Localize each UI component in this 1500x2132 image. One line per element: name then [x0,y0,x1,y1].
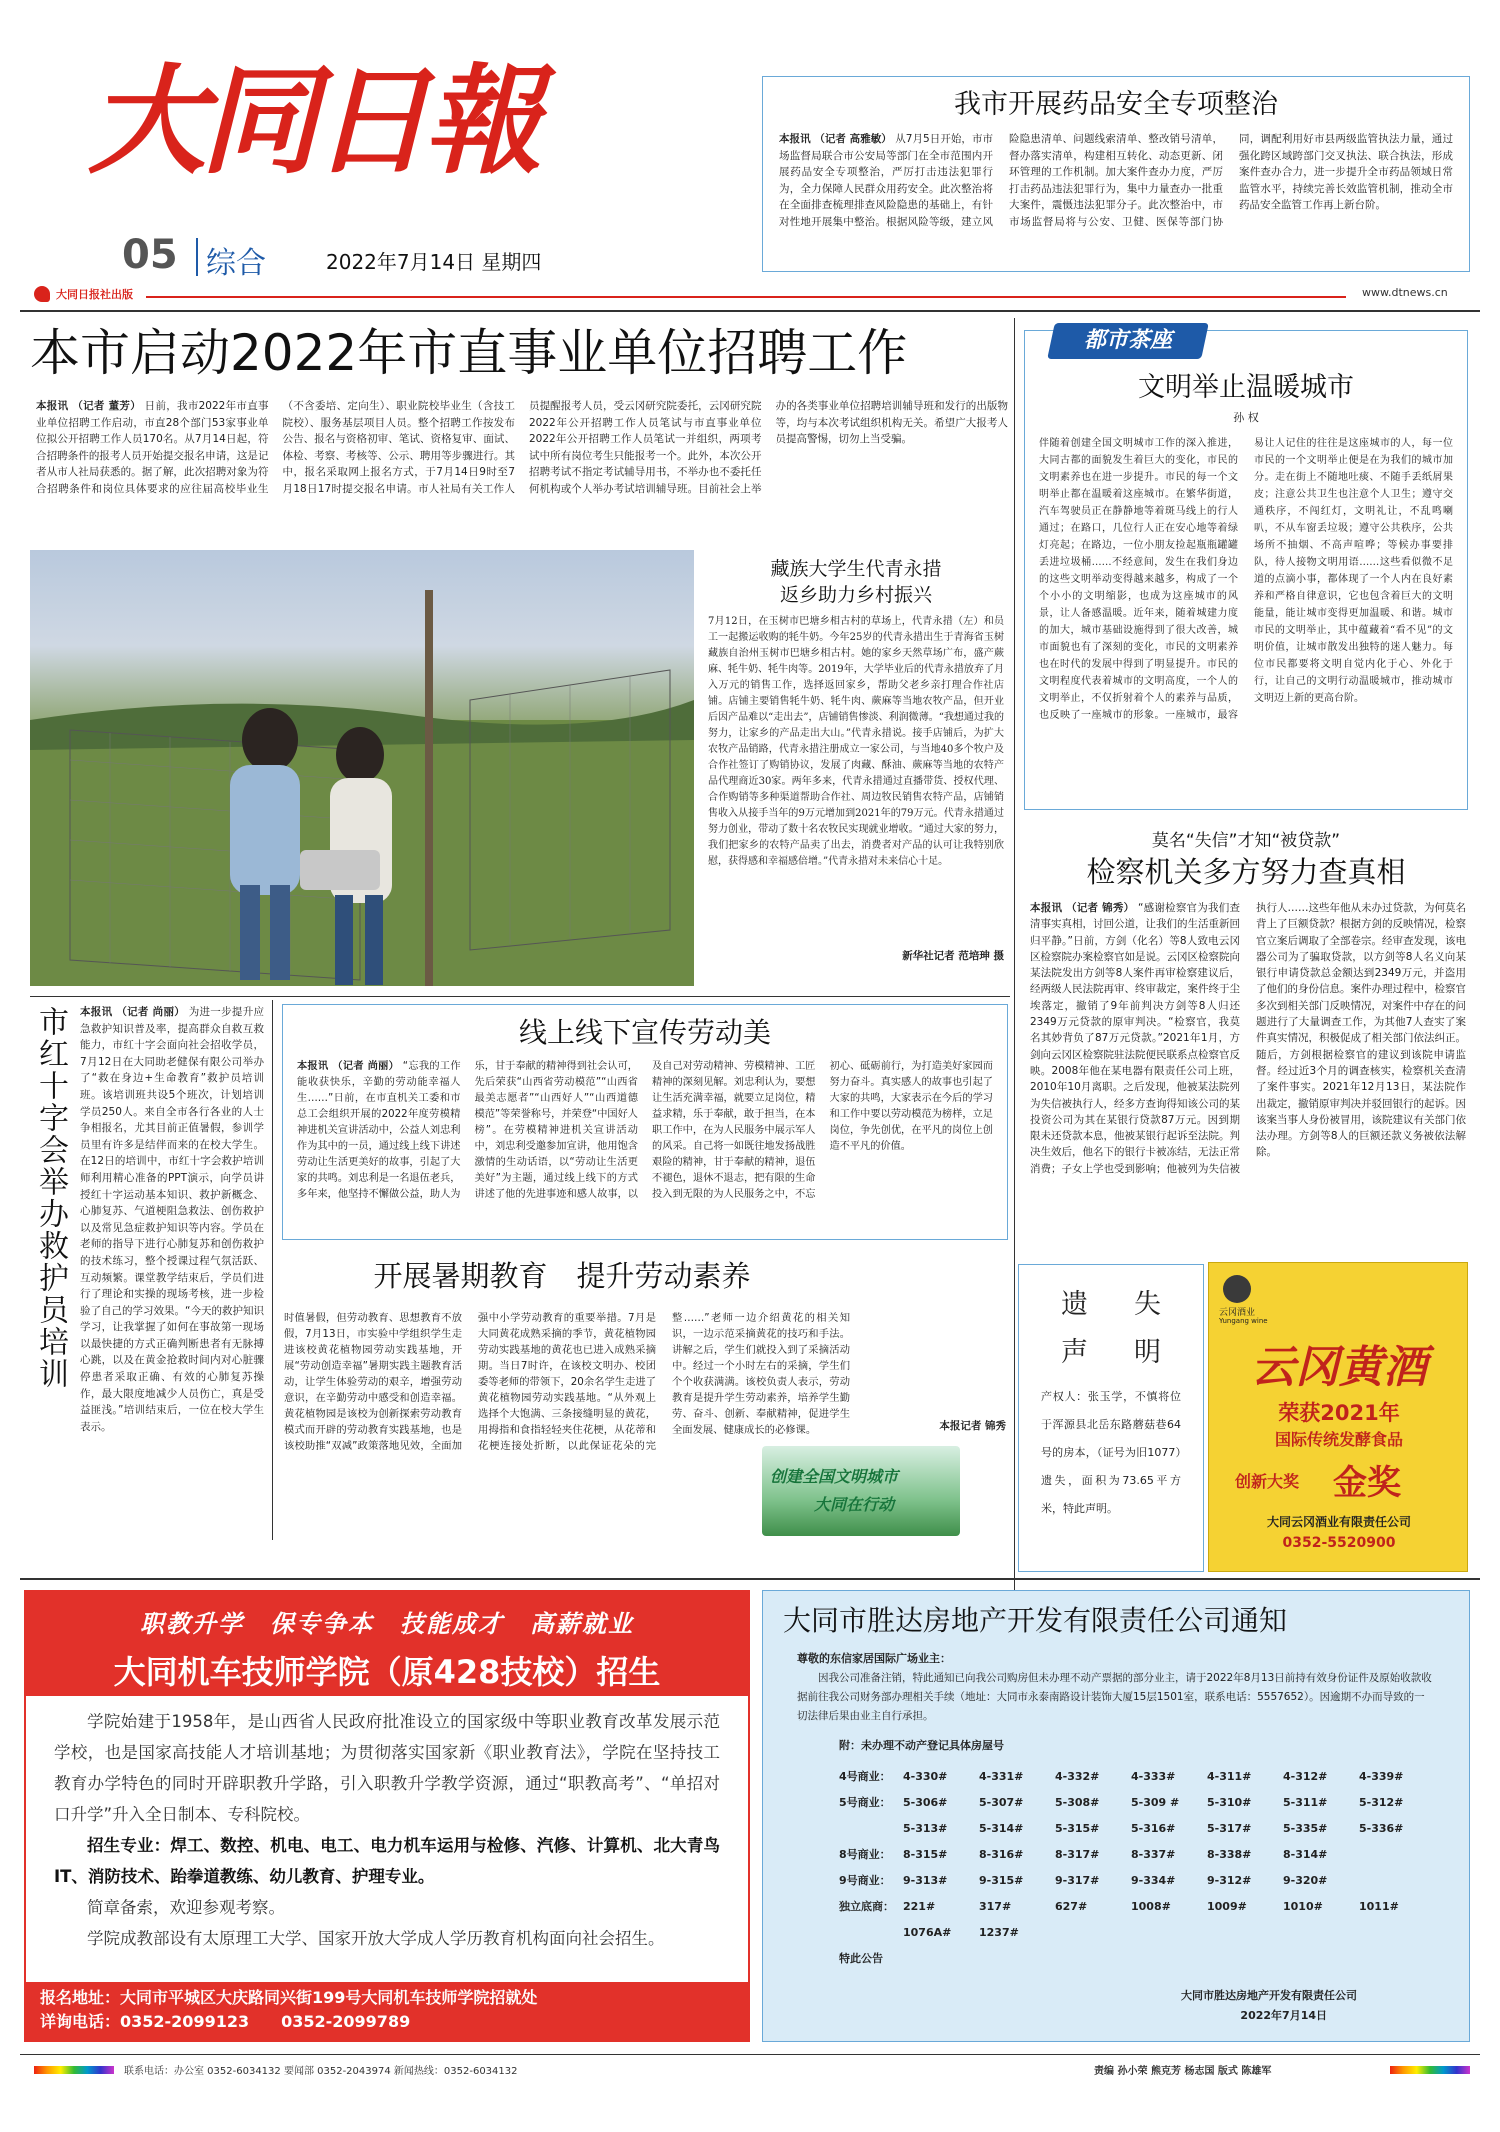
notice-house-row [839,1920,1449,1946]
masthead-logo-text: 大同日報 [88,51,537,190]
notice-house-number: 5-314# [979,1822,1024,1835]
column-tag-text: 都市茶座 [1083,328,1172,353]
masthead-logo [88,36,588,206]
summer-title: 开展暑期教育 提升劳动素养 [373,1259,751,1293]
lost-title-c: 声 [1061,1337,1088,1368]
column-author: 孙 权 [1233,411,1259,424]
notice-house-number: 4-331# [979,1770,1024,1783]
civilization-badge [762,1446,960,1536]
notice-house-number [1131,1920,1207,1946]
column-title: 文明举止温暖城市 [1138,372,1354,403]
recruit-headline: 本市启动2022年市直事业单位招聘工作 [30,324,908,382]
notice-house-number: 5-317# [1207,1822,1252,1835]
summer-body: 时值暑假，但劳动教育、思想教育不放假，7月13日，市实验中学组织学生走进该校黄花植物园劳动实践基地，开展“劳动创造幸福”暑期实践主题教育活动，让学生体验劳动的艰辛，增强劳动意识，在辛勤劳动中感受和创造幸福。黄花植物园是该校为创新探索劳动教育模式而开辟的劳动教育实践基地，也是该校助推“双减”政策落地见效，全面加强中小学劳动教育的重要举措。7月是大同黄花成熟采摘的季节，黄花植物园劳动实践基地的黄花也已进入成熟采摘期。当日7时许，在该校文明办、校团委等老师的带领下，20余名学生走进了黄花植物园劳动实践基地。“从外观上选择个大饱满、三条接缝明显的黄花，用拇指和食指轻轻夹住花梗，从花蒂和花梗连接处折断，以此保证花朵的完整……”老师一边介绍黄花的相关知识，一边示范采摘黄花的技巧和手法。讲解之后，学生们就投入到了采摘活动中。经过一个小时左右的采摘，学生们个个收获满满。该校负责人表示，劳动教育是提升学生劳动素养，培养学生勤劳、奋斗、创新、奉献精神，促进学生全面发展、健康成长的必修课。 [284,1312,850,1452]
wine-award-line-3: 创新大奖 [1235,1472,1300,1491]
wine-ad [1208,1262,1468,1572]
notice-date: 2022年7月14日 [1240,2009,1327,2022]
notice-house-row [839,1842,1449,1868]
notice-house-number: 4-312# [1283,1770,1328,1783]
recruit-body: 日前，我市2022年市直事业单位招聘工作启动，市直28个部门53家事业单位拟公开招聘工作人员170名。从7月14日起，符合招聘条件的报考人员开始提交报名申请，这是记者从市人社局获悉的。据了解，此次招聘对象为符合招聘条件和岗位具体要求的应往届高校毕业生（不含委培、定向生）、职业院校毕业生（含技工院校）、服务基层项目人员。整个招聘工作按发布公告、报名与资格初审、笔试、资格复审、面试、体检、考察、考核等、公示、聘用等步骤进行。其中，报名采取网上报名方式，于7月14日9时至7月18日17时提交报名申请。市人社局有关工作人员提醒报考人员，受云冈研究院委托，云冈研究院2022年公开招聘工作人员笔试与市直事业单位2022年公开招聘工作人员笔试一并组织，两项考试中所有岗位考生只能报考一个。此外，本次公开招聘考试不指定考试辅导用书，不举办也不委托任何机构或个人举办考试培训辅导班。目前社会上举办的各类事业单位招聘培训辅导班和发行的出版物等，均与本次考试组织机构无关。希望广大报考人员提高警惕，切勿上当受骗。 [36,400,1008,495]
notice-house-number: 4-332# [1055,1770,1100,1783]
notice-house-number: 9-315# [979,1874,1024,1887]
notice-house-row [839,1816,1449,1842]
notice-house-number [1359,1842,1435,1868]
lost-body: 产权人：张玉学，不慎将位于浑源县北岳东路蘑菇巷64号的房本，（证号为旧1077）遗失，面积为73.65平方米，特此声明。 [1041,1390,1181,1515]
notice-house-number: 1237# [979,1926,1019,1939]
summer-credit: 本报记者 锦秀 [939,1420,1006,1432]
notice-house-number: 1009# [1207,1900,1247,1913]
school-ad [24,1590,750,2042]
publisher-bar [34,286,1466,304]
procuratorate-body-block [1030,900,1466,1300]
notice-row-label: 8号商业： [839,1848,891,1861]
column-article [1024,330,1468,810]
section-name: 综合 [206,246,266,281]
column-body: 伴随着创建全国文明城市工作的深入推进，大同古都的面貌发生着巨大的变化，市民的文明素养也在进一步提升。市民的每一个文明举止都在温暖着这座城市。在繁华街道，汽车驾驶员正在静静地等着斑马线上的行人通过；在路口，几位行人正在安心地等着绿灯亮起；在路边，一位小朋友捡起瓶瓶罐罐丢进垃圾桶……不经意间，发生在我们身边的这些文明举动变得越来越多，构成了一个个小小的文明缩影，也成为这座城市的风景，让人备感温暖。近年来，随着城建力度的加大，城市基础设施得到了很大改善，城市面貌也有了深刻的变化，市民的文明素养也在时代的发展中得到了明显提升。市民的文明程度代表着城市的文明高度，一个人的文明举止，不仅折射着个人的素养与品质，也反映了一座城市的形象。一座城市，最容易让人记住的往往是这座城市的人，每一位市民的一个文明举止便是在为我们的城市加分。走在街上不随地吐痰、不随手丢纸屑果皮；注意公共卫生也注意个人卫生；遵守交通秩序，不闯红灯，文明礼让，不乱鸣喇叭，不从车窗丢垃圾；遵守公共秩序，公共场所不抽烟、不高声喧哗；等候办事要排队，待人接物文明用语……这些看似微不足道的点滴小事，都体现了一个人内在良好素养和严格自律意识，它也包含着巨大的文明能量，能让城市变得更加温暖、和谐。城市市民的文明举止，其中蕴藏着“看不见”的文明价值，让城市散发出独特的迷人魅力。每位市民都要将文明自觉内化于心、外化于行，让自己的文明行动温暖城市，推动城市文明迈上新的更高台阶。 [1039,438,1453,721]
school-title: 大同机车技师学院（原428技校）招生 [113,1653,661,1691]
notice-list-header: 附：未办理不动产登记具体房屋号 [839,1739,1004,1752]
notice-row-label: 4号商业： [839,1770,891,1783]
wine-brand-name: 云冈酒业 [1219,1308,1256,1318]
notice-house-number: 221# [903,1900,936,1913]
lost-notice [1018,1264,1204,1572]
school-adult-edu: 学院成教部设有太原理工大学、国家开放大学成人学历教育机构面向社会招生。 [87,1929,665,1948]
wine-brand-en: Yungang wine [1219,1317,1268,1325]
notice-house-number: 8-314# [1283,1848,1328,1861]
footer-contacts: 联系电话：办公室 0352-6034132 要闻部 0352-2043974 新闻热线：0352-6034132 [124,2066,518,2077]
notice-title: 大同市胜达房地产开发有限责任公司通知 [783,1604,1288,1637]
notice-house-number: 5-315# [1055,1822,1100,1835]
notice-house-number: 8-337# [1131,1848,1176,1861]
labor-title: 线上线下宣传劳动美 [518,1016,771,1049]
photo-illustration [30,550,694,986]
civilization-badge-line-1: 创建全国文明城市 [770,1467,899,1486]
notice-house-number [1207,1920,1283,1946]
civilization-badge-line-2: 大同在行动 [814,1495,895,1514]
photo-story-title-1: 藏族大学生代青永措 [770,558,942,580]
column-tag [1047,323,1209,359]
photo-story-title-2: 返乡助力乡村振兴 [779,584,932,606]
wine-phone: 0352-5520900 [1282,1535,1396,1551]
notice-house-number: 1008# [1131,1900,1171,1913]
publisher-label: 大同日报社出版 [56,288,133,301]
lost-title-d: 明 [1134,1337,1161,1368]
school-phone: 详询电话：0352-2099123 0352-2099789 [40,2012,411,2031]
notice-house-number: 1011# [1359,1900,1399,1913]
drug-safety-title: 我市开展药品安全专项整治 [954,89,1278,120]
website-label: www.dtnews.cn [1362,286,1448,299]
notice-house-number: 9-312# [1207,1874,1252,1887]
photo-credit: 新华社记者 范培珅 摄 [902,950,1004,962]
notice-signature: 大同市胜达房地产开发有限责任公司 [1181,1989,1357,2002]
school-slogan: 职教升学 保专争本 技能成才 高薪就业 [140,1609,634,1638]
color-bar-right [1390,2066,1470,2074]
notice-house-number: 5-307# [979,1796,1024,1809]
school-intro: 学院始建于1958年，是山西省人民政府批准设立的国家级中等职业教育改革发展示范学校，也是国家高技能人才培训基地；为贯彻落实国家新《职业教育法》，学院在坚持技工教育办学特色的同时开辟职教升学路，引入职教升学教学资源，通过“职教高考”、“单招对口升学”升入全日制本、专科院校。 [54,1712,720,1824]
notice-house-number: 5-310# [1207,1796,1252,1809]
notice-closing: 特此公告 [839,1952,883,1965]
issue-date: 2022年7月14日 星期四 [326,250,542,274]
photo-caption-block [708,556,1004,986]
notice-body: 因我公司准备注销，特此通知已向我公司购房但未办理不动产票据的部分业主，请于2022年8月13日前持有效身份证件及原始收款收据前往我公司财务部办理相关手续（地址：大同市永泰南路设计装饰大厦15层1501室，联系电话：5557652）。因逾期不办而导致的一切法律后果由业主自行承担。 [797,1672,1432,1722]
procuratorate-body: “感谢检察官为我们查清事实真相，讨回公道，让我们的生活重新回归平静。”日前，方剑（化名）等8人致电云冈区检察院办案检察官如是说。云冈区检察院向某法院发出方剑等8人案件再审检察建议后，经两级人民法院再审、终审裁定，案件终于尘埃落定，撤销了9年前判决方剑等8人归还2349万元贷款的原审判决。“检察官，我莫名其妙背负了87万元贷款。”2021年1月，方剑向云冈区检察院驻法院便民联系点检察官反映。2008年他在某电器有限责任公司上班，2010年10月离职。之后发现，他被某法院列为失信被执行人，经多方查询得知该公司的某投资公司为其在某银行贷款87万元。因到期限未还贷款本息，他被某银行起诉至法院。判决生效后，他名下的银行卡被冻结，无法正常消费；子女上学也受到影响；他被列为失信被执行人……这些年他从未办过贷款，为何莫名背上了巨额贷款？根据方剑的反映情况，检察官立案后调取了全部卷宗。经审查发现，该电器公司为了骗取贷款，以方剑等8人名义向某银行申请贷款总金额达到2349万元，并盗用了他们的身份信息。案件办理过程中，检察官多次到相关部门反映情况，对案件中存在的问题进行了大量调查工作，为其他7人查实了案件真实情况，积极促成了相关部门依法纠正。随后，方剑根据检察官的建议到该院申请监督。经过近3个月的调查核实，检察机关查清了案件事实。2021年12月13日，某法院作出裁定，撤销原审判决并驳回银行的起诉。因该案当事人身份被冒用，该院建议有关部门依法办理。方剑等8人的巨额还款义务被依法解除。 [1030,902,1466,1175]
notice-house-number: 8-316# [979,1848,1024,1861]
red-cross-body-block [80,1004,264,1544]
notice-house-number: 4-330# [903,1770,948,1783]
notice-house-number: 4-311# [1207,1770,1252,1783]
recruit-body-block [36,398,1008,544]
notice-row-label: 独立底商： [839,1900,894,1913]
notice-house-number [1359,1868,1435,1894]
notice-house-number [1359,1920,1435,1946]
school-address: 报名地址：大同市平城区大庆路同兴街199号大同机车技师学院招就处 [40,1988,538,2007]
notice-house-number [1283,1920,1359,1946]
recruit-byline: 本报讯 （记者 董芳） [36,400,142,412]
notice-house-number: 5-335# [1283,1822,1328,1835]
procuratorate-kicker: 莫名“失信”才知“被贷款” [1151,831,1341,851]
procuratorate-byline: 本报讯 （记者 锦秀） [1030,902,1135,914]
red-cross-title-text: 市红十字会举办救护员培训 [33,1006,68,1390]
school-majors-label: 招生专业： [87,1836,171,1855]
red-cross-byline: 本报讯 （记者 尚丽） [80,1006,186,1018]
notice-house-number: 627# [1055,1900,1088,1913]
labor-article [282,1004,1008,1240]
red-cross-title [30,1006,70,1426]
color-bar-left [34,2066,114,2074]
notice-house-number: 8-315# [903,1848,948,1861]
wine-award-line-2: 国际传统发酵食品 [1274,1430,1403,1449]
notice-house-number: 5-312# [1359,1796,1404,1809]
notice-house-number: 8-317# [1055,1848,1100,1861]
drug-safety-article [762,76,1470,272]
notice-house-number: 5-306# [903,1796,948,1809]
wine-company: 大同云冈酒业有限责任公司 [1266,1515,1411,1529]
notice-house-number: 1076A# [903,1926,952,1939]
photo-story-body: 7月12日，在玉树市巴塘乡相古村的草场上，代青永措（左）和员工一起搬运收购的牦牛奶。今年25岁的代青永措出生于青海省玉树藏族自治州玉树市巴塘乡相古村。她的家乡天然草场广布，盛产蕨麻、牦牛奶、牦牛肉等。2019年，大学毕业后的代青永措放弃了月入万元的销售工作，选择返回家乡，帮助父老乡亲打理合作社店铺。店铺主要销售牦牛奶、牦牛肉、蕨麻等当地农牧产品，但开业后因产品难以“走出去”，店铺销售惨淡、利润微薄。“我想通过我的努力，让家乡的产品走出大山。”代青永措说。接手店铺后，为扩大农牧产品销路，代青永措注册成立一家公司，与当地40多个牧户及合作社签订了购销协议，发展了肉藏、酥油、蕨麻等当地的农特产品代理商近30家。两年多来，代青永措通过直播带货、授权代理、合作购销等多种渠道帮助合作社、周边牧民销售农特产品，店铺销售收入从接手当年的9万元增加到2021年的79万元。代青永措通过努力创业，带动了数十名农牧民实现就业增收。“通过大家的努力，我们把家乡的农特产品卖了出去，消费者对产品的认可让我特别欣慰，获得感和幸福感倍增。”代青永措对未来信心十足。 [708,616,1004,867]
red-cross-body: 为进一步提升应急救护知识普及率，提高群众自救互救能力，市红十字会面向社会招收学员，7月12日在大同助老健保有限公司举办了“救在身边+生命教育”救护员培训班。该培训班共设5个班次，计划培训学员250人。来自全市各行各业的人士争相报名，尤其目前正值暑假，参训学员里有许多是结伴而来的在校大学生。在12日的培训中，市红十字会救护培训师利用精心准备的PPT演示，向学员讲授红十字运动基本知识、救护新概念、心肺复苏、气道梗阻急救法、创伤救护以及常见急症救护知识等内容。学员在老师的指导下进行心肺复苏和创伤救护的技术练习，整个授课过程气氛活跃、互动频繁。课堂教学结束后，学员们进行了理论和实操的现场考核，进一步检验了自己的学习效果。“今天的救护知识学习，让我掌握了如何在事故第一现场以最快捷的方式正确判断患者有无脉搏心跳，以及在黄金抢救时间内对心脏骤停患者采取正确、有效的心肺复苏操作，最大限度地减少人员伤亡，真是受益匪浅。”培训结束后，一位在校大学生表示。 [80,1006,264,1433]
notice-row-label: 9号商业： [839,1874,891,1887]
notice-house-row [839,1764,1449,1790]
notice-house-list [839,1764,1449,1946]
notice-house-number: 5-309 # [1131,1796,1180,1809]
notice-row-label: 5号商业： [839,1796,891,1809]
masthead-divider [196,238,198,276]
notice-house-number: 1010# [1283,1900,1323,1913]
wine-award-line-1: 荣获2021年 [1278,1401,1400,1425]
notice-house-number: 4-339# [1359,1770,1404,1783]
lost-title-b: 失 [1134,1289,1161,1320]
notice-house-number: 5-308# [1055,1796,1100,1809]
labor-body: “忘我的工作能收获快乐，辛勤的劳动能幸福人生……”日前，在市直机关工委和市总工会组织开展的2022年度劳模精神进机关宣讲活动中，公益人刘忠利作为其中的一员，通过线上线下讲述劳动让生活更美好的故事，引起了大家的共鸣。刘忠利是一名退伍老兵，多年来，他坚持不懈做公益，助人为乐，甘于奉献的精神得到社会认可，先后荣获“山西省劳动模范”“山西省最美志愿者”“山西好人”“山西道德模范”等荣誉称号，并荣登“中国好人榜”。在劳模精神进机关宣讲活动中，刘忠利受邀参加宣讲，他用饱含激情的生动话语，以“劳动让生活更美好”为主题，通过线上线下的方式讲述了他的先进事迹和感人故事，以及自己对劳动精神、劳模精神、工匠精神的深刻见解。刘忠利认为，要想让生活充满幸福，就要立足岗位，精益求精，乐于奉献，敢于担当，在本职工作中，在为人民服务中展示军人的风采。自己将一如既往地发扬战胜艰险的精神，甘于奉献的精神，退伍不褪色，退休不退志，把有限的生命投入到无限的为人民服务之中，不忘初心、砥砺前行，为打造美好家园而努力奋斗。真实感人的故事也引起了大家的共鸣，大家表示在今后的学习和工作中要以劳动模范为榜样，立足岗位，争先创优，在平凡的岗位上创造不平凡的价值。 [297,1061,993,1200]
notice-house-number: 9-317# [1055,1874,1100,1887]
lost-title-a: 遗 [1061,1289,1088,1320]
drug-safety-body: 从7月5日开始，市市场监督局联合市公安局等部门在全市范围内开展药品安全专项整治，严厉打击违法犯罪行为，全力保障人民群众用药安全。此次整治将在全面排查梳理排查风险隐患的基础上，有针对性地开展集中整治。根据风险等级，建立风险隐患清单、问题线索清单、整改销号清单，督办落实清单，构建相互转化、动态更新、闭环管理的工作机制。加大案件查办力度，严厉打击药品违法犯罪行为，集中力量查办一批重大案件，震慑违法犯罪分子。此次整治中，市市场监督局将与公安、卫健、医保等部门协同，调配利用好市县两级监管执法力量，通过强化跨区域跨部门交叉执法、联合执法，形成案件查办合力，进一步提升全市药品领域日常监管水平，持续完善长效监管机制，推动全市药品安全监管工作再上新台阶。 [779,133,1453,228]
notice-house-number: 8-338# [1207,1848,1252,1861]
school-ad-header [26,1592,748,1696]
notice-house-number: 9-320# [1283,1874,1328,1887]
page-number: 05 [122,232,178,278]
notice-house-row [839,1868,1449,1894]
notice-house-number: 9-313# [903,1874,948,1887]
flame-icon [34,286,50,302]
footer-editors: 责编 孙小荣 熊克芳 杨志国 版式 陈雄军 [1094,2066,1272,2077]
wine-product-name: 云冈黄酒 [1251,1342,1427,1393]
notice-house-number: 5-311# [1283,1796,1328,1809]
drug-safety-byline: 本报讯 （记者 高雅敏） [779,133,892,145]
school-majors: 焊工、数控、机电、电工、电力机车运用与检修、汽修、计算机、北大青鸟IT、消防技术、跆拳道教练、幼儿教育、护理专业。 [54,1836,721,1886]
notice-house-number: 4-333# [1131,1770,1176,1783]
labor-byline: 本报讯 （记者 尚丽） [297,1061,400,1072]
notice-row-label [839,1920,903,1946]
notice-house-row [839,1894,1449,1920]
notice-house-number [1055,1920,1131,1946]
notice-greeting: 尊敬的东信家居国际广场业主： [797,1652,951,1665]
notice-house-number: 5-316# [1131,1822,1176,1835]
news-photo [30,550,694,986]
wine-brand-logo [1223,1275,1251,1303]
wine-award-line-4: 金奖 [1333,1463,1401,1503]
real-estate-notice [762,1590,1470,2042]
notice-house-number: 9-334# [1131,1874,1176,1887]
notice-row-label [839,1816,903,1842]
notice-house-row [839,1790,1449,1816]
procuratorate-title: 检察机关多方努力查真相 [1086,855,1406,889]
notice-house-number: 5-313# [903,1822,948,1835]
school-contact-bar [26,1982,748,2040]
notice-house-number: 5-336# [1359,1822,1404,1835]
notice-house-number: 317# [979,1900,1012,1913]
school-brochure: 简章备索，欢迎参观考察。 [87,1898,285,1917]
